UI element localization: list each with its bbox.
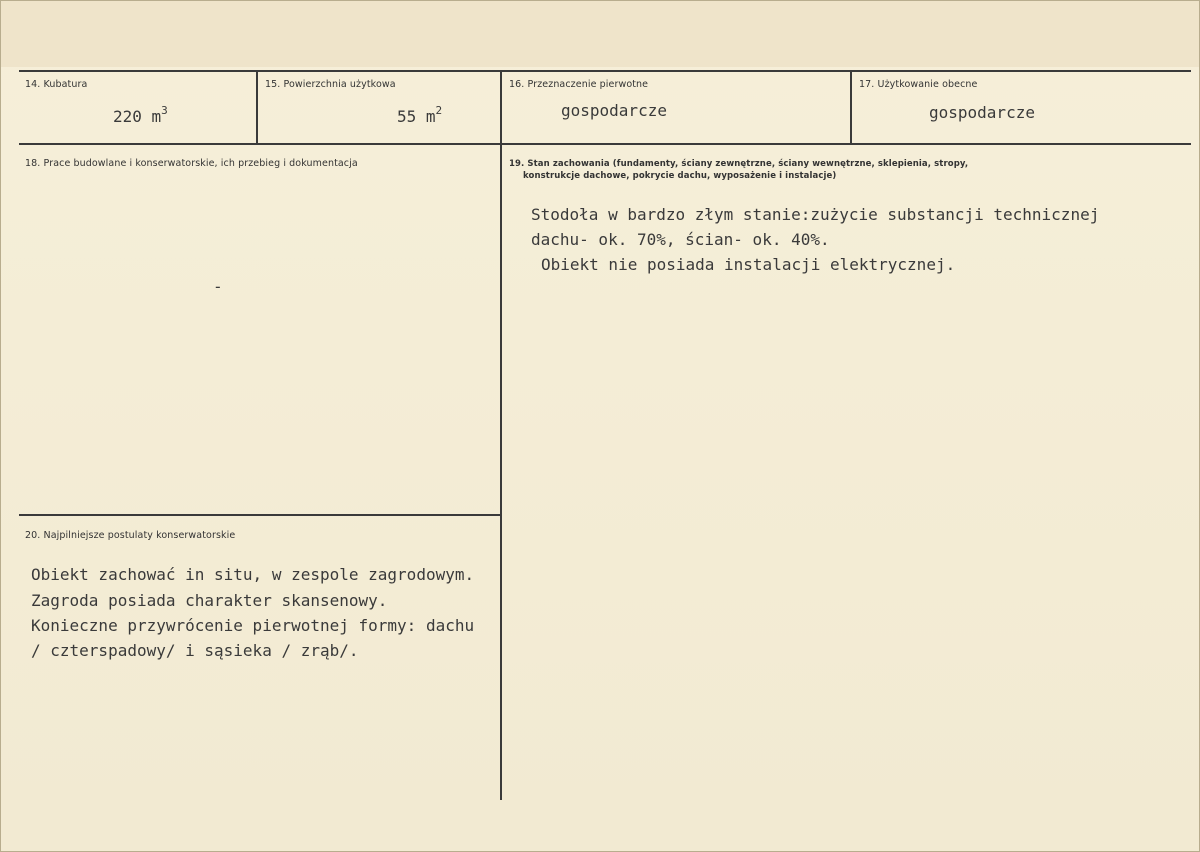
field-16-value: gospodarcze <box>561 101 667 120</box>
field-15-exponent: 2 <box>435 104 443 117</box>
field-20-line-1: Obiekt zachować in situ, w zespole zagrodowym. <box>31 565 475 584</box>
field-18-label: 18. Prace budowlane i konserwatorskie, ich przebieg i dokumentacja <box>25 158 358 169</box>
card-top-band <box>1 1 1199 67</box>
field-14-value <box>113 99 168 129</box>
rule-top <box>19 70 1191 72</box>
field-20-line-4: / czterspadowy/ i sąsieka / zrąb/. <box>31 641 359 660</box>
field-20-line-2: Zagroda posiada charakter skansenowy. <box>31 591 388 610</box>
field-19-line-3: Obiekt nie posiada instalacji elektrycznej. <box>541 255 956 274</box>
field-17-value: gospodarcze <box>929 103 1035 122</box>
rule-v-16-17 <box>850 70 852 145</box>
field-20-label: 20. Najpilniejsze postulaty konserwatorskie <box>25 530 236 541</box>
field-14-exponent: 3 <box>161 104 168 117</box>
rule-v-main <box>500 70 502 800</box>
field-17-label: 17. Użytkowanie obecne <box>859 79 978 90</box>
field-16-label: 16. Przeznaczenie pierwotne <box>509 79 649 90</box>
field-15-number: 55 m <box>397 107 436 126</box>
field-18-value: - <box>213 277 223 296</box>
field-19-label-line1: 19. Stan zachowania (fundamenty, ściany zewnętrzne, ściany wewnętrzne, sklepienia, stropy, <box>509 159 969 169</box>
field-19-line-1: Stodoła w bardzo złym stanie:zużycie substancji technicznej <box>531 205 1100 224</box>
field-19-line-2: dachu- ok. 70%, ścian- ok. 40%. <box>531 230 830 249</box>
rule-field18-bottom <box>19 514 502 516</box>
rule-row1-bottom <box>19 143 1191 145</box>
rule-v-14-15 <box>256 70 258 145</box>
field-15-value <box>397 99 442 129</box>
field-14-label: 14. Kubatura <box>25 79 88 90</box>
field-19-label-line2: konstrukcje dachowe, pokrycie dachu, wyposażenie i instalacje) <box>523 171 837 181</box>
field-20-line-3: Konieczne przywrócenie pierwotnej formy: dachu <box>31 616 475 635</box>
field-15-label: 15. Powierzchnia użytkowa <box>265 79 396 90</box>
field-14-number: 220 m <box>113 107 162 126</box>
